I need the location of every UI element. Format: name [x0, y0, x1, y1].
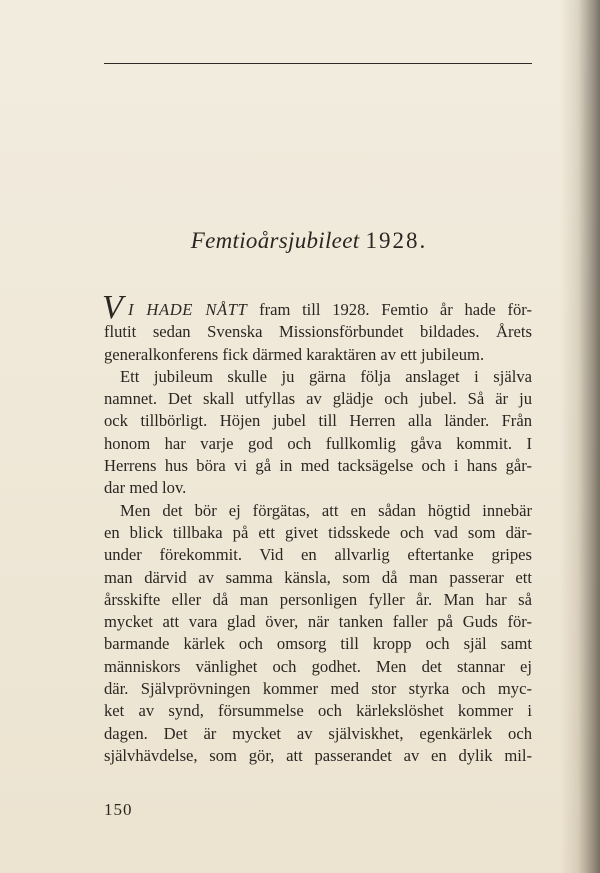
chapter-title	[0, 228, 600, 254]
paragraph-line: mycket att vara glad över, när tanken faller på Guds för-	[104, 612, 532, 632]
paragraph-line: ket av synd, försummelse och kärlekslöshet kommer i	[104, 701, 532, 721]
paragraph-line: självhävdelse, som gör, att passerandet av en dylik mil-	[104, 745, 532, 765]
paragraph-line: årsskifte eller då man personligen fyller år. Man har så	[104, 589, 532, 609]
chapter-title-text: Femtioårsjubileet	[190, 228, 360, 253]
paragraph-line: Herrens hus böra vi gå in med tacksägelse och i hans går-	[104, 456, 532, 476]
paragraph-line: dar med lov.	[104, 478, 187, 498]
opening-words: I HADE NÅTT	[128, 300, 248, 319]
paragraph-1-first-line	[102, 289, 533, 326]
paragraph-line: Ett jubileum skulle ju gärna följa anslaget i själva	[120, 366, 532, 386]
paragraph-line: barmande kärlek och omsorg till kropp och själ samt	[104, 634, 532, 654]
paragraph-line: en blick tillbaka på ett givet tidsskede och vad som där-	[104, 522, 532, 542]
drop-cap: V	[102, 289, 123, 326]
paragraph-line: där. Självprövningen kommer med stor styrka och myc-	[104, 679, 532, 699]
chapter-title-year: 1928.	[365, 228, 428, 253]
paragraph-line: dagen. Det är mycket av själviskhet, egenkärlek och	[104, 723, 532, 743]
paragraph-line: flutit sedan Svenska Missionsförbundet bildades. Årets	[104, 322, 532, 342]
paragraph-line: under förekommit. Vid en allvarlig eftertanke gripes	[104, 545, 532, 565]
paragraph-line: generalkonferens fick därmed karaktären av ett jubileum.	[104, 344, 485, 364]
paragraph-line: namnet. Det skall utfyllas av glädje och jubel. Så är ju	[104, 389, 532, 409]
header-rule	[104, 63, 532, 64]
first-line-rest: fram till 1928. Femtio år hade för-	[259, 300, 533, 319]
paragraph-line: ock tillbörligt. Höjen jubel till Herren alla länder. Från	[104, 411, 532, 431]
body-text	[102, 289, 533, 767]
paragraph-line: Men det bör ej förgätas, att en sådan högtid innebär	[120, 500, 532, 520]
paragraph-line: man därvid av samma känsla, som då man passerar ett	[104, 567, 532, 587]
paragraph-line: människors vänlighet och godhet. Men det stannar ej	[104, 656, 532, 676]
paragraph-line: honom har varje god och fullkomlig gåva kommit. I	[104, 433, 532, 453]
page-number: 150	[104, 800, 133, 819]
